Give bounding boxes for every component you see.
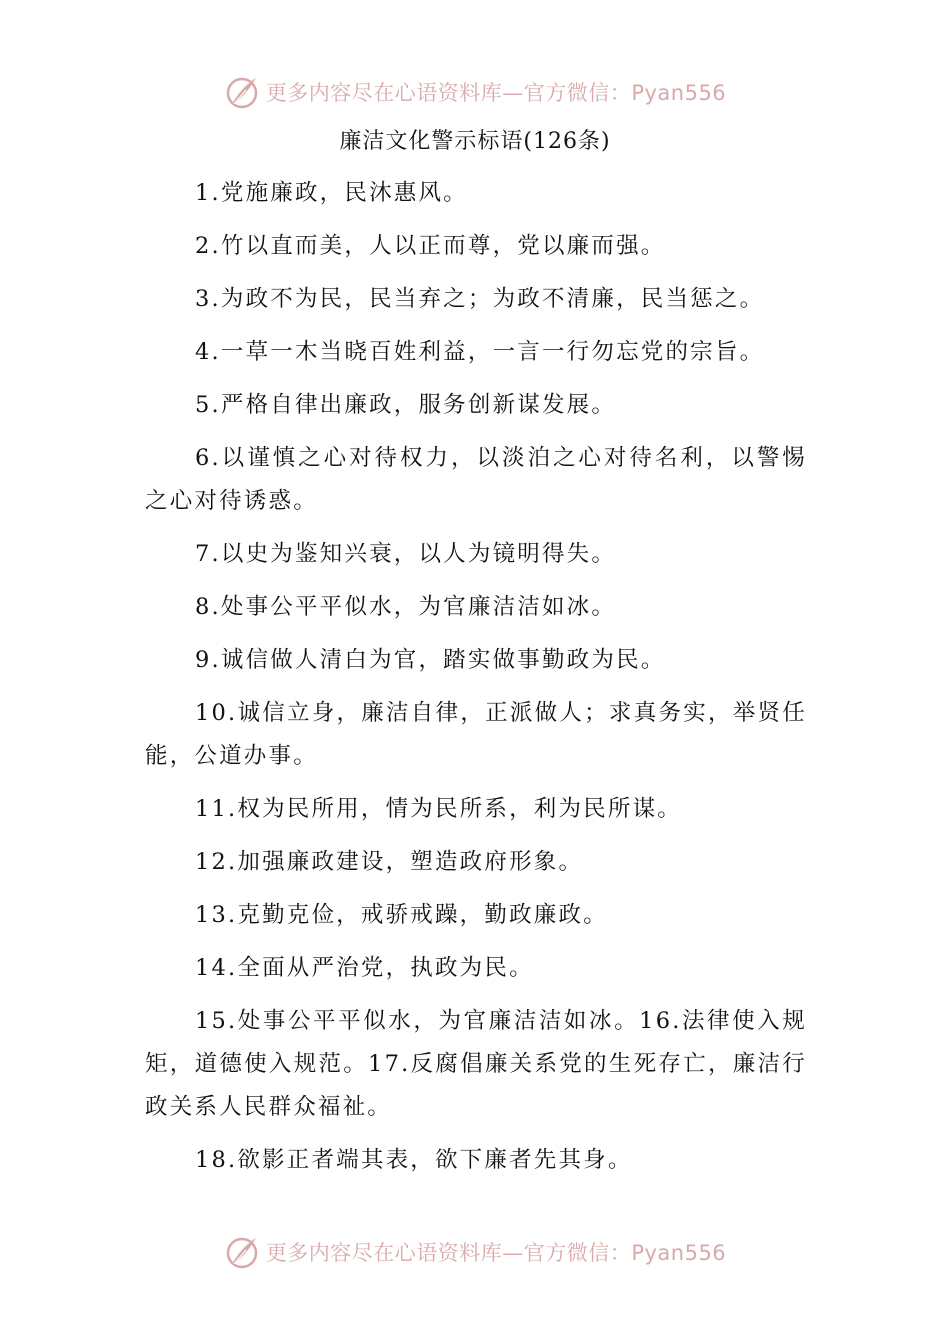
list-item: 9.诚信做人清白为官，踏实做事勤政为民。: [195, 647, 666, 673]
list-item: 4.一草一木当晓百姓利益，一言一行勿忘党的宗旨。: [195, 339, 765, 365]
banner-text: 更多内容尽在心语资料库—官方微信：: [265, 1241, 632, 1265]
list-item: 2.竹以直而美，人以正而尊，党以廉而强。: [195, 233, 666, 259]
banner-text: 更多内容尽在心语资料库—官方微信：: [265, 81, 632, 105]
list-item: 18.欲影正者端其表，欲下廉者先其身。: [195, 1147, 633, 1173]
quill-logo-icon: [224, 74, 260, 110]
list-item: 15.处事公平平似水，为官廉洁洁如冰。16.法律使入规矩，道德使入规范。17.反腐倡廉关系党的生死存亡，廉洁行政关系人民群众福祉。: [145, 1008, 807, 1120]
list-item: 14.全面从严治党，执政为民。: [195, 955, 534, 981]
quill-logo-icon: [224, 1234, 260, 1270]
list-item: 1.党施廉政，民沐惠风。: [195, 180, 468, 206]
header-banner: [0, 72, 950, 112]
list-item: 7.以史为鉴知兴衰，以人为镜明得失。: [195, 541, 617, 567]
list-item: 11.权为民所用，情为民所系，利为民所谋。: [195, 796, 682, 822]
list-item: 8.处事公平平似水，为官廉洁洁如冰。: [195, 594, 617, 620]
list-item: 12.加强廉政建设，塑造政府形象。: [195, 849, 584, 875]
list-item: 13.克勤克俭，戒骄戒躁，勤政廉政。: [195, 902, 608, 928]
list-item: 5.严格自律出廉政，服务创新谋发展。: [195, 392, 617, 418]
list-item: 10.诚信立身，廉洁自律，正派做人；求真务实，举贤任能，公道办事。: [145, 700, 807, 769]
list-item: 3.为政不为民，民当弃之；为政不清廉，民当惩之。: [195, 286, 765, 312]
footer-banner: [0, 1232, 950, 1272]
document-body: [145, 172, 807, 1192]
wechat-id: Pyan556: [631, 1241, 727, 1265]
wechat-id: Pyan556: [631, 81, 727, 105]
list-item: 6.以谨慎之心对待权力，以淡泊之心对待名利，以警惕之心对待诱惑。: [145, 445, 807, 514]
document-title: 廉洁文化警示标语(126条): [339, 129, 611, 154]
